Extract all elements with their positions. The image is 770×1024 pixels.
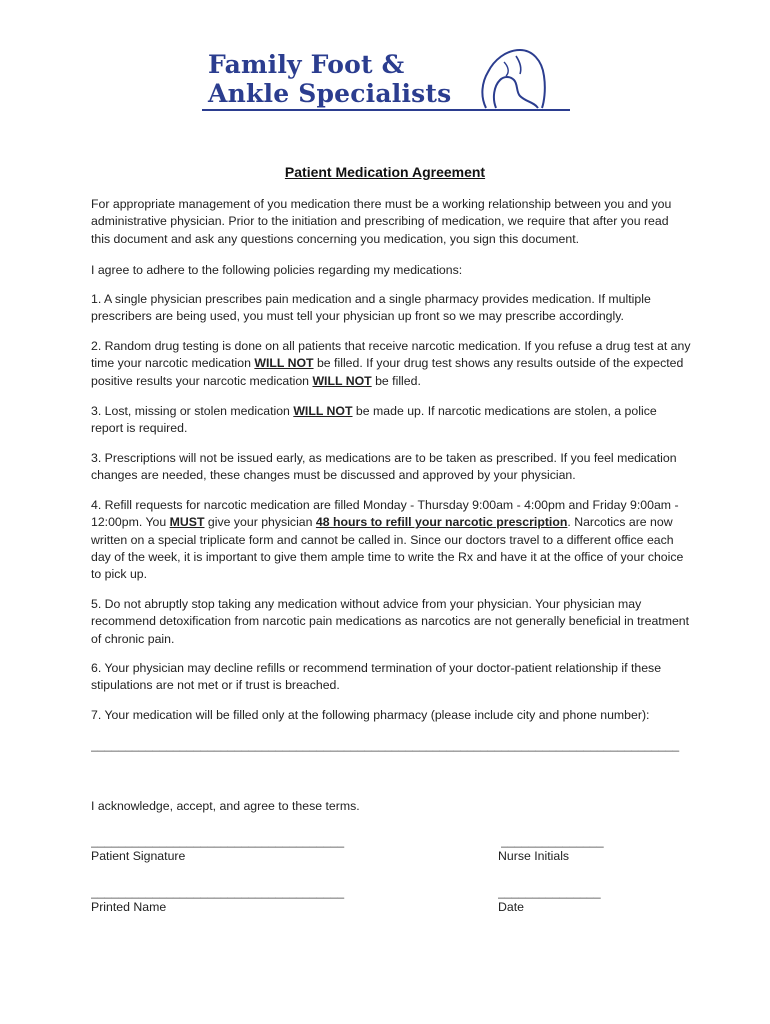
- date-label: Date: [498, 900, 524, 914]
- page-title: Patient Medication Agreement: [284, 164, 486, 180]
- printed-name-line[interactable]: _____________________________________: [91, 885, 345, 899]
- company-logo: [200, 46, 572, 116]
- policy-item-5: 5. Do not abruptly stop taking any medication without advice from your physician. Your physician may recommend detoxification from narcotic pain medications as narcotics are not generally beneficial in treatment of chronic pain.: [91, 597, 690, 646]
- date-line[interactable]: _______________: [498, 885, 601, 899]
- policy-item-3: 3. Lost, missing or stolen medication WILL NOT be made up. If narcotic medications are stolen, a police report is required.: [91, 404, 657, 436]
- patient-signature-line[interactable]: _____________________________________: [91, 834, 345, 848]
- policies-lead: I agree to adhere to the following policies regarding my medications:: [91, 263, 463, 277]
- policy-item-2: 2. Random drug testing is done on all patients that receive narcotic medication. If you refuse a drug test at any time your narcotic medication WILL NOT be filled. If your drug test shows any results outside of the expected positive results your narcotic medication WILL NOT be filled.: [91, 339, 691, 388]
- patient-signature-label: Patient Signature: [91, 849, 186, 863]
- nurse-initials-line[interactable]: _______________: [501, 834, 604, 848]
- acknowledge-text: I acknowledge, accept, and agree to these terms.: [91, 799, 360, 813]
- policy-item-7: 7. Your medication will be filled only at the following pharmacy (please include city and phone number):: [91, 708, 650, 722]
- foot-ankle-icon: [476, 46, 548, 110]
- pharmacy-input-line[interactable]: ______________________________________________________________________________________: [91, 738, 680, 752]
- printed-name-label: Printed Name: [91, 900, 167, 914]
- nurse-initials-label: Nurse Initials: [498, 849, 570, 863]
- policy-item-3b: 3. Prescriptions will not be issued early, as medications are to be taken as prescribed. If you feel medication changes are needed, these changes must be discussed and approved by your physician.: [91, 451, 677, 483]
- policy-item-1: 1. A single physician prescribes pain medication and a single pharmacy provides medication. If multiple prescribers are being used, you must tell your physician up front so we may prescribe accordingly.: [91, 292, 651, 324]
- logo-line-2: Ankle Specialists: [208, 79, 452, 108]
- policy-item-4: 4. Refill requests for narcotic medication are filled Monday - Thursday 9:00am - 4:00pm and Friday 9:00am - 12:00pm. You MUST give your physician 48 hours to refill your narcotic prescription. Narcotics are now written on a special triplicate form and cannot be called in. Since our doctors travel to a different office each day of the week, it is important to give them ample time to write the Rx and have it at the office of your choice to pick up.: [91, 498, 684, 582]
- policy-item-6: 6. Your physician may decline refills or recommend termination of your doctor-patient relationship if these stipulations are not met or if trust is breached.: [91, 661, 662, 693]
- logo-line-1: Family Foot &: [208, 50, 405, 79]
- intro-paragraph: For appropriate management of you medication there must be a working relationship between you and you administrative physician. Prior to the initiation and prescribing of medication, we require that after you read this document and ask any questions concerning you medication, you sign this document.: [91, 197, 672, 246]
